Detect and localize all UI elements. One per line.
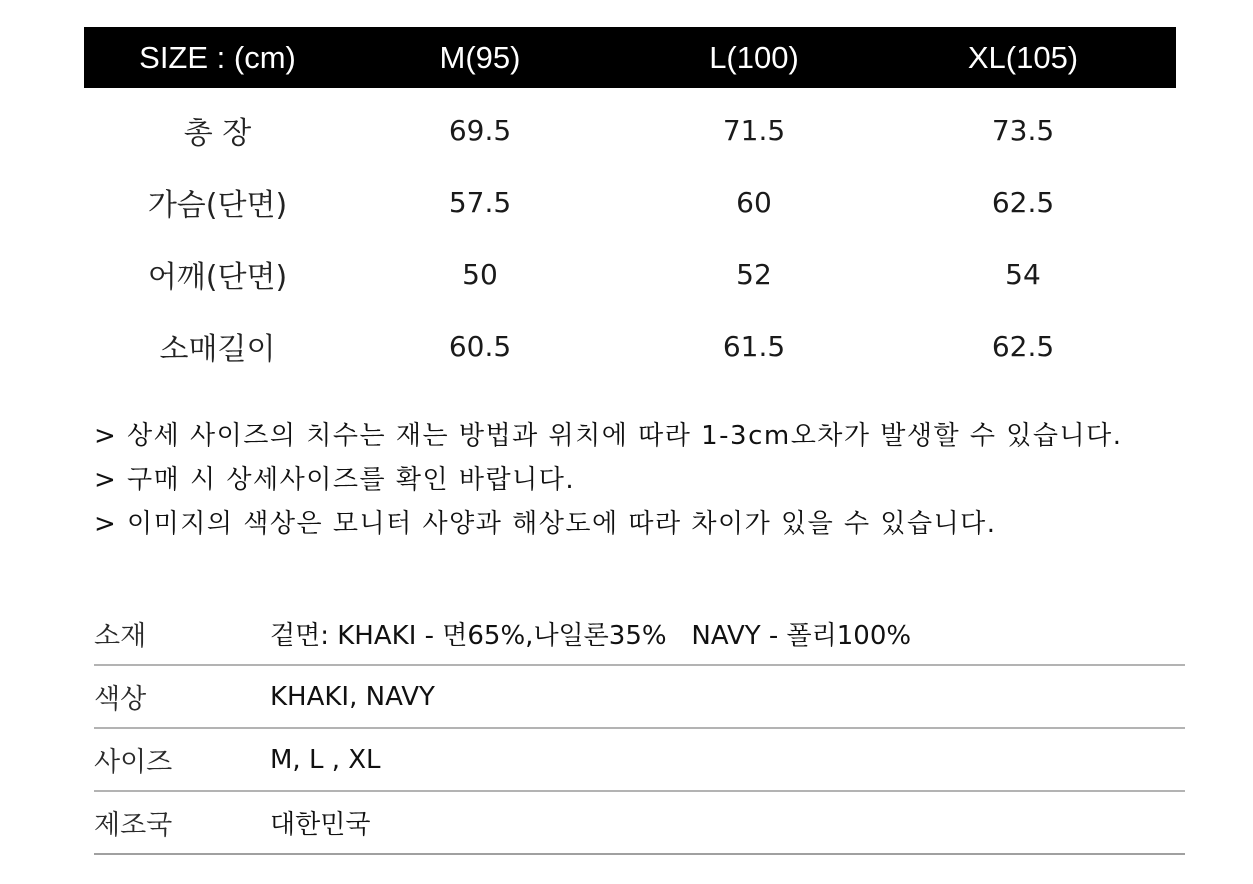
- info-label: 소재: [94, 621, 147, 652]
- info-row-size: [94, 729, 1185, 792]
- note-color-difference: > 이미지의 색상은 모니터 사양과 해상도에 따라 차이가 있을 수 있습니다.: [94, 509, 997, 539]
- header-size-xl: XL(105): [967, 39, 1079, 75]
- row-label: 가슴(단면): [147, 188, 288, 223]
- info-value: KHAKI, NAVY: [270, 681, 435, 712]
- info-label: 제조국: [94, 810, 173, 841]
- row-label: 어깨(단면): [147, 260, 288, 295]
- info-value: 대한민국: [270, 810, 371, 840]
- cell-l: 60: [736, 185, 772, 219]
- info-row-origin: [94, 792, 1185, 855]
- row-label: 소매길이: [159, 332, 276, 367]
- header-size-m: M(95): [439, 39, 521, 75]
- cell-m: 60.5: [448, 329, 512, 363]
- size-table-header: [84, 27, 1176, 88]
- cell-xl: 62.5: [991, 329, 1055, 363]
- cell-m: 50: [462, 257, 498, 291]
- header-size-unit: SIZE : (cm): [139, 39, 296, 75]
- cell-m: 69.5: [448, 113, 512, 147]
- info-label: 색상: [94, 684, 147, 715]
- size-table: [84, 27, 1176, 382]
- cell-l: 71.5: [722, 113, 786, 147]
- note-measurement-error: > 상세 사이즈의 치수는 재는 방법과 위치에 따라 1-3cm오차가 발생할 수 있습니다.: [94, 421, 1123, 451]
- cell-xl: 62.5: [991, 185, 1055, 219]
- info-value: 겉면: KHAKI - 면65%,나일론35% NAVY - 폴리100%: [270, 621, 912, 651]
- info-row-material: [94, 603, 1185, 666]
- header-size-l: L(100): [709, 39, 799, 75]
- cell-xl: 54: [1005, 257, 1041, 291]
- info-value: M, L , XL: [270, 744, 381, 775]
- cell-m: 57.5: [448, 185, 512, 219]
- size-table-body: [84, 88, 1176, 382]
- cell-l: 61.5: [722, 329, 786, 363]
- info-row-color: [94, 666, 1185, 729]
- row-label: 총 장: [183, 116, 252, 151]
- note-check-size: > 구매 시 상세사이즈를 확인 바랍니다.: [94, 465, 576, 495]
- size-row-shoulder: [84, 238, 1176, 310]
- product-info-table: [94, 603, 1185, 855]
- size-row-chest: [84, 166, 1176, 238]
- size-notes: [94, 414, 1244, 546]
- cell-l: 52: [736, 257, 772, 291]
- cell-xl: 73.5: [991, 113, 1055, 147]
- size-row-total-length: [84, 94, 1176, 166]
- size-row-sleeve: [84, 310, 1176, 382]
- info-label: 사이즈: [94, 747, 173, 778]
